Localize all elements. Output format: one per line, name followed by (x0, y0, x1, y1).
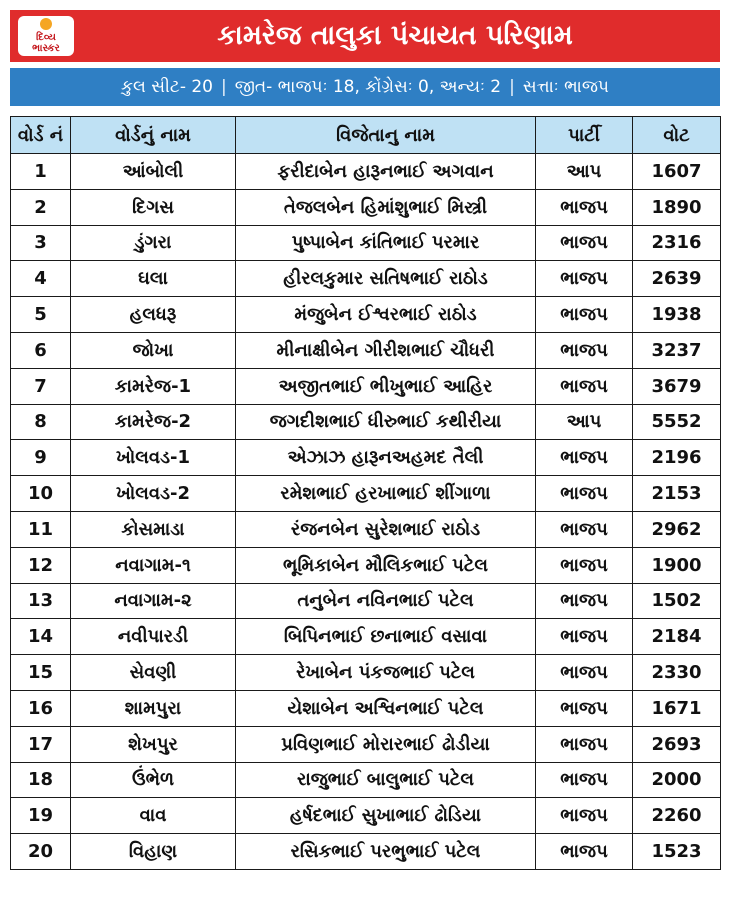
ward-name-cell: જોખા (71, 332, 236, 368)
table-row (11, 511, 721, 547)
col-header-winner: વિજેતાનુ નામ (236, 117, 536, 154)
party-cell: ભાજપ (536, 261, 633, 297)
ward-name-cell: આંબોલી (71, 154, 236, 190)
table-row (11, 154, 721, 190)
ward-name-cell: હલધરૂ (71, 297, 236, 333)
votes-cell: 2962 (633, 511, 721, 547)
winner-name-cell: હર્ષદભાઈ સુખાભાઈ ઢોડિયા (236, 798, 536, 834)
ward-no-cell: 19 (11, 798, 71, 834)
winner-name-cell: મીનાક્ષીબેન ગીરીશભાઈ ચૌધરી (236, 332, 536, 368)
ward-name-cell: કામરેજ-2 (71, 404, 236, 440)
party-cell: ભાજપ (536, 762, 633, 798)
party-cell: ભાજપ (536, 225, 633, 261)
col-header-votes: વોટ (633, 117, 721, 154)
results-table (10, 116, 721, 870)
table-row (11, 297, 721, 333)
header-banner (10, 10, 720, 62)
ward-no-cell: 4 (11, 261, 71, 297)
ward-no-cell: 12 (11, 547, 71, 583)
ward-name-cell: દિગસ (71, 189, 236, 225)
votes-cell: 2316 (633, 225, 721, 261)
ward-no-cell: 8 (11, 404, 71, 440)
winner-name-cell: તેજલબેન હિમાંશુભાઈ મિસ્ત્રી (236, 189, 536, 225)
votes-cell: 2639 (633, 261, 721, 297)
ward-no-cell: 3 (11, 225, 71, 261)
ward-no-cell: 13 (11, 583, 71, 619)
winner-name-cell: પ્રવિણભાઈ મોરારભાઈ ઢોડીયા (236, 726, 536, 762)
table-row (11, 726, 721, 762)
sun-icon (40, 18, 52, 30)
votes-cell: 5552 (633, 404, 721, 440)
ward-no-cell: 17 (11, 726, 71, 762)
ward-name-cell: નવાગામ-૧ (71, 547, 236, 583)
power-summary: સત્તાઃ ભાજપ (522, 77, 609, 97)
col-header-ward-name: વોર્ડનું નામ (71, 117, 236, 154)
winner-name-cell: રમેશભાઈ હરખાભાઈ શીંગાળા (236, 476, 536, 512)
winner-name-cell: ફરીદાબેન હારૂનભાઈ અગવાન (236, 154, 536, 190)
total-seats: કુલ સીટ- 20 (121, 77, 213, 97)
votes-cell: 1502 (633, 583, 721, 619)
ward-name-cell: શામપુરા (71, 690, 236, 726)
votes-cell: 3237 (633, 332, 721, 368)
votes-cell: 3679 (633, 368, 721, 404)
party-cell: ભાજપ (536, 440, 633, 476)
winner-name-cell: અજીતભાઈ ભીખુભાઈ આહિર (236, 368, 536, 404)
table-row (11, 225, 721, 261)
table-row (11, 762, 721, 798)
wins-summary: જીત- ભાજપઃ 18, કોંગ્રેસઃ 0, અન્યઃ 2 (234, 77, 502, 97)
ward-name-cell: નવાગામ-૨ (71, 583, 236, 619)
logo-line2: ભાસ્કર (32, 43, 60, 54)
table-row (11, 368, 721, 404)
ward-no-cell: 7 (11, 368, 71, 404)
votes-cell: 1523 (633, 834, 721, 870)
ward-name-cell: કામરેજ-1 (71, 368, 236, 404)
winner-name-cell: રસિકભાઈ પરભુભાઈ પટેલ (236, 834, 536, 870)
table-row (11, 189, 721, 225)
votes-cell: 1890 (633, 189, 721, 225)
ward-name-cell: સેવણી (71, 655, 236, 691)
party-cell: ભાજપ (536, 726, 633, 762)
ward-name-cell: વિહાણ (71, 834, 236, 870)
votes-cell: 2184 (633, 619, 721, 655)
ward-no-cell: 16 (11, 690, 71, 726)
party-cell: ભાજપ (536, 619, 633, 655)
ward-no-cell: 18 (11, 762, 71, 798)
ward-no-cell: 2 (11, 189, 71, 225)
votes-cell: 2000 (633, 762, 721, 798)
ward-name-cell: ખોલવડ-2 (71, 476, 236, 512)
ward-no-cell: 14 (11, 619, 71, 655)
table-row (11, 476, 721, 512)
party-cell: ભાજપ (536, 476, 633, 512)
party-cell: ભાજપ (536, 189, 633, 225)
winner-name-cell: બિપિનભાઈ છનાભાઈ વસાવા (236, 619, 536, 655)
winner-name-cell: પુષ્પાબેન કાંતિભાઈ પરમાર (236, 225, 536, 261)
votes-cell: 2693 (633, 726, 721, 762)
winner-name-cell: હીરલકુમાર સતિષભાઈ રાઠોડ (236, 261, 536, 297)
winner-name-cell: મંજુબેન ઈશ્વરભાઈ રાઠોડ (236, 297, 536, 333)
table-header-row (11, 117, 721, 154)
page-title: કામરેજ તાલુકા પંચાયત પરિણામ (217, 20, 573, 51)
votes-cell: 1900 (633, 547, 721, 583)
ward-no-cell: 6 (11, 332, 71, 368)
ward-name-cell: કોસમાડા (71, 511, 236, 547)
ward-name-cell: ઉંભેળ (71, 762, 236, 798)
table-row (11, 655, 721, 691)
ward-no-cell: 1 (11, 154, 71, 190)
table-row (11, 834, 721, 870)
ward-no-cell: 5 (11, 297, 71, 333)
table-row (11, 332, 721, 368)
party-cell: ભાજપ (536, 368, 633, 404)
logo-line1: દિવ્ય (36, 32, 56, 43)
ward-name-cell: વાવ (71, 798, 236, 834)
winner-name-cell: રાજુભાઈ બાલુભાઈ પટેલ (236, 762, 536, 798)
party-cell: ભાજપ (536, 690, 633, 726)
ward-name-cell: ડુંગરા (71, 225, 236, 261)
votes-cell: 2196 (633, 440, 721, 476)
party-cell: ભાજપ (536, 332, 633, 368)
party-cell: ભાજપ (536, 834, 633, 870)
party-cell: ભાજપ (536, 798, 633, 834)
col-header-ward-no: વોર્ડ નં (11, 117, 71, 154)
divider: | (221, 77, 227, 97)
party-cell: આપ (536, 154, 633, 190)
winner-name-cell: જગદીશભાઈ ધીરુભાઈ કથીરીયા (236, 404, 536, 440)
divider: | (509, 77, 515, 97)
votes-cell: 1607 (633, 154, 721, 190)
votes-cell: 2260 (633, 798, 721, 834)
winner-name-cell: તનુબેન નવિનભાઈ પટેલ (236, 583, 536, 619)
winner-name-cell: ભૂમિકાબેન મૌલિકભાઈ પટેલ (236, 547, 536, 583)
party-cell: ભાજપ (536, 547, 633, 583)
ward-no-cell: 20 (11, 834, 71, 870)
votes-cell: 2330 (633, 655, 721, 691)
table-row (11, 261, 721, 297)
ward-no-cell: 10 (11, 476, 71, 512)
col-header-party: પાર્ટી (536, 117, 633, 154)
ward-no-cell: 9 (11, 440, 71, 476)
table-row (11, 690, 721, 726)
votes-cell: 1671 (633, 690, 721, 726)
party-cell: ભાજપ (536, 655, 633, 691)
votes-cell: 2153 (633, 476, 721, 512)
ward-no-cell: 11 (11, 511, 71, 547)
table-row (11, 547, 721, 583)
ward-name-cell: નવીપારડી (71, 619, 236, 655)
party-cell: આપ (536, 404, 633, 440)
party-cell: ભાજપ (536, 297, 633, 333)
ward-name-cell: ઘલા (71, 261, 236, 297)
ward-no-cell: 15 (11, 655, 71, 691)
winner-name-cell: એઝાઝ હારૂનઅહમદ તૈલી (236, 440, 536, 476)
divya-bhaskar-logo (18, 16, 74, 56)
ward-name-cell: શેખપુર (71, 726, 236, 762)
summary-bar (10, 68, 720, 106)
party-cell: ભાજપ (536, 511, 633, 547)
winner-name-cell: રંજનબેન સુરેશભાઈ રાઠોડ (236, 511, 536, 547)
winner-name-cell: રેખાબેન પંકજભાઈ પટેલ (236, 655, 536, 691)
table-row (11, 798, 721, 834)
table-row (11, 440, 721, 476)
table-row (11, 619, 721, 655)
party-cell: ભાજપ (536, 583, 633, 619)
table-row (11, 404, 721, 440)
ward-name-cell: ખોલવડ-1 (71, 440, 236, 476)
winner-name-cell: યેશાબેન અશ્વિનભાઈ પટેલ (236, 690, 536, 726)
votes-cell: 1938 (633, 297, 721, 333)
table-row (11, 583, 721, 619)
